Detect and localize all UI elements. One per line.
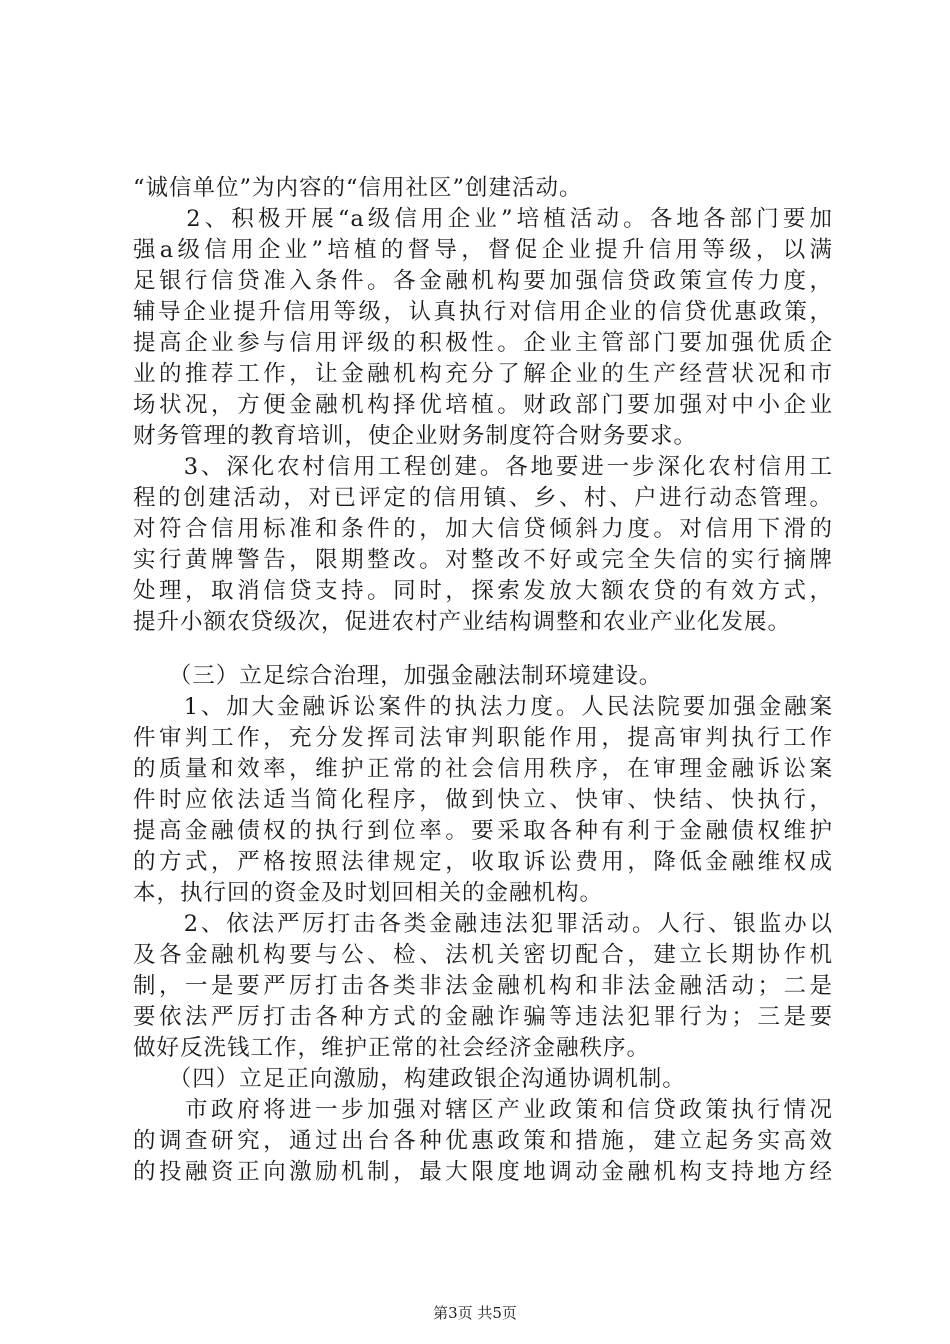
body-line: 的质量和效率，维护正常的社会信用秩序，在审理金融诉讼案 — [133, 756, 833, 782]
page-number-footer: 第3页 共5页 — [433, 1304, 517, 1322]
body-line: 3、深化农村信用工程创建。各地要进一步深化农村信用工 — [133, 454, 833, 480]
body-line: 制，一是要严厉打击各类非法金融机构和非法金融活动；二是 — [133, 973, 833, 999]
body-line: 足银行信贷准入条件。各金融机构要加强信贷政策宣传力度， — [133, 268, 833, 294]
body-line: 件时应依法适当简化程序，做到快立、快审、快结、快执行， — [133, 787, 833, 813]
body-line: 的调查研究，通过出台各种优惠政策和措施，建立起务实高效 — [133, 1128, 833, 1154]
body-line: 对符合信用标准和条件的，加大信贷倾斜力度。对信用下滑的 — [133, 516, 833, 542]
body-line: 实行黄牌警告，限期整改。对整改不好或完全失信的实行摘牌 — [133, 547, 833, 573]
body-line: 1、加大金融诉讼案件的执法力度。人民法院要加强金融案 — [133, 694, 833, 720]
body-line: 件审判工作，充分发挥司法审判职能作用，提高审判执行工作 — [133, 725, 833, 751]
section-heading: （三）立足综合治理，加强金融法制环境建设。 — [133, 663, 663, 689]
body-line: 强a级信用企业”培植的督导，督促企业提升信用等级，以满 — [133, 237, 833, 263]
body-line: 提高企业参与信用评级的积极性。企业主管部门要加强优质企 — [133, 330, 833, 356]
body-line: 市政府将进一步加强对辖区产业政策和信贷政策执行情况 — [133, 1097, 833, 1123]
body-line: 处理，取消信贷支持。同时，探索发放大额农贷的有效方式， — [133, 578, 833, 604]
body-line: 及各金融机构要与公、检、法机关密切配合，建立长期协作机 — [133, 942, 833, 968]
body-line: 程的创建活动，对已评定的信用镇、乡、村、户进行动态管理。 — [133, 485, 833, 511]
body-line: 业的推荐工作，让金融机构充分了解企业的生产经营状况和市 — [133, 361, 833, 387]
body-line: 提升小额农贷级次，促进农村产业结构调整和农业产业化发展。 — [133, 609, 792, 635]
body-line: 本，执行回的资金及时划回相关的金融机构。 — [133, 880, 604, 906]
body-line: 提高金融债权的执行到位率。要采取各种有利于金融债权维护 — [133, 818, 833, 844]
body-line: 2、依法严厉打击各类金融违法犯罪活动。人行、银监办以 — [133, 911, 833, 937]
body-line: “诚信单位”为内容的“信用社区”创建活动。 — [133, 175, 583, 201]
body-line: 2、积极开展“a级信用企业”培植活动。各地各部门要加 — [133, 206, 833, 232]
body-line: 做好反洗钱工作，维护正常的社会经济金融秩序。 — [133, 1035, 651, 1061]
body-line: 财务管理的教育培训，使企业财务制度符合财务要求。 — [133, 423, 698, 449]
body-line: 要依法严厉打击各种方式的金融诈骗等违法犯罪行为；三是要 — [133, 1004, 833, 1030]
body-line: 场状况，方便金融机构择优培植。财政部门要加强对中小企业 — [133, 392, 833, 418]
body-line: 辅导企业提升信用等级，认真执行对信用企业的信贷优惠政策， — [133, 299, 833, 325]
body-line: 的方式，严格按照法律规定，收取诉讼费用，降低金融维权成 — [133, 849, 833, 875]
body-line: 的投融资正向激励机制，最大限度地调动金融机构支持地方经 — [133, 1159, 833, 1185]
section-heading: （四）立足正向激励，构建政银企沟通协调机制。 — [133, 1066, 686, 1092]
